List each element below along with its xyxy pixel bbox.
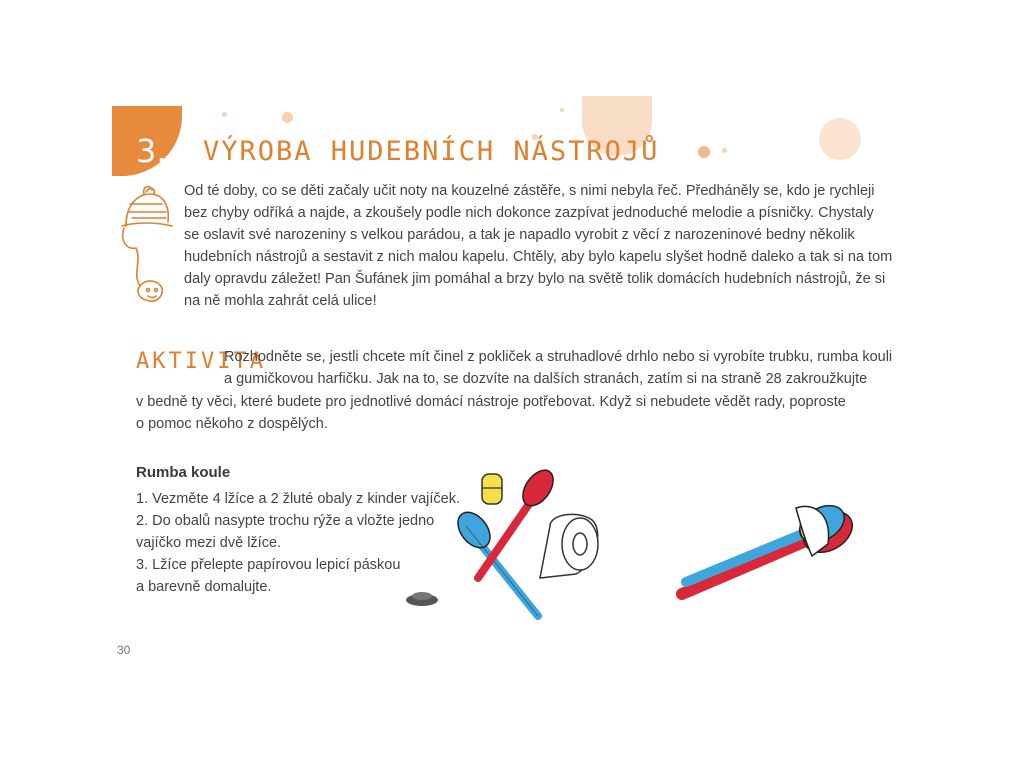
page-number: 30	[117, 643, 131, 657]
intro-line: daly opravdu záležet! Pan Šufánek jim pomáhal a brzy bylo na světě tolik domácích hudebních nástrojů, že si	[184, 271, 886, 287]
intro-paragraph	[184, 180, 893, 312]
activity-line: a gumičkovou harfičku. Jak na to, se dozvíte na dalších stranách, zatím si na straně 28 zakroužkujte	[224, 371, 868, 387]
intro-line: na ně mohla zahrát celá ulice!	[184, 293, 377, 309]
section-title: VÝROBA HUDEBNÍCH NÁSTROJŮ	[203, 136, 660, 167]
intro-line: hudebních nástrojů a sestavit z nich malou kapelu. Chtěly, aby bylo kapelu slyšet hodně daleko a tak si na tom	[184, 249, 893, 265]
decor-circle	[819, 118, 861, 160]
intro-line: bez chyby odříká a najde, a zkoušely podle nich dokonce zazpívat jednoduché melodie a písničky. Chystaly	[184, 205, 874, 221]
activity-line: o pomoc někoho z dospělých.	[136, 416, 328, 432]
step-line: vajíčko mezi dvě lžíce.	[136, 535, 282, 551]
character-doodle-icon	[116, 182, 176, 306]
step-line: a barevně domalujte.	[136, 579, 272, 595]
blue-spoon-icon	[451, 506, 538, 616]
decor-circle	[560, 108, 564, 112]
decor-circle	[698, 146, 710, 158]
activity-line: v bedně ty věci, které budete pro jednotlivé domácí nástroje potřebovat. Když si nebudete vědět rady, poproste	[136, 394, 846, 410]
tape-roll-icon	[540, 514, 598, 578]
activity-line: Rozhodněte se, jestli chcete mít činel z pokliček a struhadlové drhlo nebo si vyrobíte trubku, rumba kouli	[224, 349, 893, 365]
step-line: 1. Vezměte 4 lžíce a 2 žluté obaly z kinder vajíček.	[136, 491, 460, 507]
step-line: 3. Lžíce přelepte papírovou lepicí páskou	[136, 557, 401, 573]
chapter-number: 3.	[136, 132, 167, 170]
rice-icon	[406, 592, 438, 606]
activity-label: AKTIVITA	[136, 349, 266, 374]
egg-capsule-icon	[482, 474, 502, 504]
intro-line: Od té doby, co se děti začaly učit noty na kouzelné zástěře, s nimi nebyla řeč. Předháněly se, kdo je rychleji	[184, 183, 875, 199]
rumba-finished-illustration	[672, 498, 862, 610]
decor-circle	[282, 112, 293, 123]
intro-line: se oslavit své narozeniny s velkou parádou, a tak je napadlo vyrobit z věcí z narozeninové bedny několik	[184, 227, 855, 243]
materials-illustration	[400, 466, 610, 626]
step-line: 2. Do obalů nasypte trochu rýže a vložte jedno	[136, 513, 435, 529]
decor-circle	[222, 112, 227, 117]
decor-circle	[722, 148, 727, 153]
chapter-badge	[112, 106, 182, 176]
rumba-title: Rumba koule	[136, 464, 231, 481]
